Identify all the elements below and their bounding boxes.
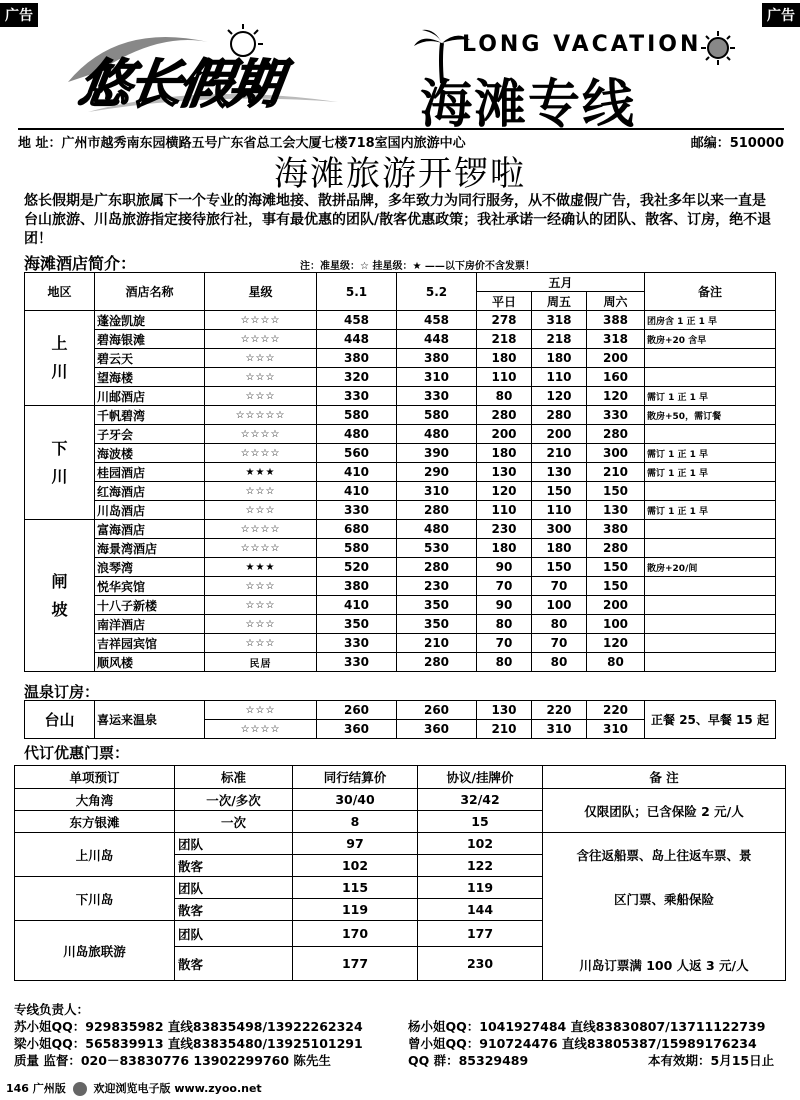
contact-line: 杨小姐QQ：1041927484 直线83830807/13711122739: [408, 1019, 766, 1034]
brand-logo-left: [58, 22, 348, 122]
hotel-name: 吉祥园宾馆: [95, 634, 205, 653]
price-may2: 330: [397, 387, 477, 406]
price-may2: 390: [397, 444, 477, 463]
hotel-row: [25, 634, 776, 653]
hotel-remark: [645, 634, 776, 653]
price-may1: 580: [317, 406, 397, 425]
hotel-remark: [645, 596, 776, 615]
price-friday: 280: [532, 406, 587, 425]
hotel-row: [25, 577, 776, 596]
ticket-peer-price: 102: [293, 855, 418, 877]
price-weekday: 80: [477, 653, 532, 672]
ticket-list-price: 32/42: [418, 789, 543, 811]
price-friday: 150: [532, 482, 587, 501]
col-weekday: 平日: [477, 292, 532, 311]
hotspring-star: ☆☆☆: [205, 701, 317, 720]
price-weekday: 70: [477, 634, 532, 653]
hotel-remark: [645, 425, 776, 444]
hotel-star: ☆☆☆: [205, 349, 317, 368]
ticket-standard: 一次/多次: [175, 789, 293, 811]
ticket-item: 上川岛: [15, 833, 175, 877]
price-saturday: 120: [587, 387, 645, 406]
hotspring-area: 台山: [25, 701, 95, 739]
hotel-star: ★★★: [205, 463, 317, 482]
hotel-star: ☆☆☆: [205, 387, 317, 406]
price-may1: 410: [317, 463, 397, 482]
site-badge-icon: [73, 1082, 87, 1096]
ticket-peer-price: 115: [293, 877, 418, 899]
headline: 海滩旅游开锣啦: [274, 154, 526, 194]
ticket-item: 东方银滩: [15, 811, 175, 833]
hotel-remark: [645, 539, 776, 558]
hotel-name: 南洋酒店: [95, 615, 205, 634]
hotel-name: 顺风楼: [95, 653, 205, 672]
hotels-note: 注：准星级：☆ 挂星级：★ ——以下房价不含发票！: [300, 261, 535, 272]
hotel-row: [25, 425, 776, 444]
price-weekday: 80: [477, 615, 532, 634]
hotel-row: [25, 463, 776, 482]
hotel-remark: [645, 577, 776, 596]
price-friday: 180: [532, 349, 587, 368]
col-may1: 5.1: [317, 273, 397, 311]
hotel-name: 海景湾酒店: [95, 539, 205, 558]
price-saturday: 150: [587, 558, 645, 577]
hotel-star: 民居: [205, 653, 317, 672]
price-weekday: 110: [477, 368, 532, 387]
price-friday: 318: [532, 311, 587, 330]
hotel-name: 红海酒店: [95, 482, 205, 501]
ticket-list-price: 15: [418, 811, 543, 833]
hotel-row: [25, 596, 776, 615]
price-friday: 100: [532, 596, 587, 615]
ticket-standard: 散客: [175, 899, 293, 921]
ad-label-left: 广告: [0, 3, 38, 27]
price-may2: 480: [397, 425, 477, 444]
hotel-name: 碧海银滩: [95, 330, 205, 349]
hotel-name: 海波楼: [95, 444, 205, 463]
col-area: 地区: [25, 273, 95, 311]
hotel-remark: 需订 1 正 1 早: [645, 463, 776, 482]
hotel-name: 川岛酒店: [95, 501, 205, 520]
price-may1: 560: [317, 444, 397, 463]
hotel-row: [25, 387, 776, 406]
ticket-col-remark: 备 注: [543, 766, 786, 789]
hotel-name: 千帆碧湾: [95, 406, 205, 425]
price-saturday: 380: [587, 520, 645, 539]
hotel-remark: [645, 349, 776, 368]
hotspring-may2: 360: [397, 720, 477, 739]
price-saturday: 318: [587, 330, 645, 349]
hotel-remark: [645, 368, 776, 387]
price-weekday: 280: [477, 406, 532, 425]
hotspring-weekday: 130: [477, 701, 532, 720]
ticket-standard: 团队: [175, 921, 293, 947]
price-weekday: 130: [477, 463, 532, 482]
price-friday: 210: [532, 444, 587, 463]
price-saturday: 210: [587, 463, 645, 482]
ticket-list-price: 119: [418, 877, 543, 899]
hotspring-may1: 260: [317, 701, 397, 720]
price-may2: 210: [397, 634, 477, 653]
hotspring-section-title: 温泉订房：: [24, 683, 100, 701]
sun-icon: [700, 30, 736, 66]
price-saturday: 80: [587, 653, 645, 672]
hotel-remark: 需订 1 正 1 早: [645, 501, 776, 520]
tickets-section-title: 代订优惠门票：: [24, 744, 130, 762]
hotel-star: ☆☆☆: [205, 577, 317, 596]
hotel-name: 桂园酒店: [95, 463, 205, 482]
price-weekday: 180: [477, 539, 532, 558]
price-weekday: 70: [477, 577, 532, 596]
hotel-remark: 散房+20 含早: [645, 330, 776, 349]
price-weekday: 278: [477, 311, 532, 330]
ticket-peer-price: 30/40: [293, 789, 418, 811]
price-may1: 580: [317, 539, 397, 558]
col-hotel-name: 酒店名称: [95, 273, 205, 311]
brand-en-name: LONG VACATION: [462, 32, 702, 57]
price-may1: 680: [317, 520, 397, 539]
hotel-row: [25, 558, 776, 577]
price-may2: 350: [397, 615, 477, 634]
price-may2: 380: [397, 349, 477, 368]
area-name: 闸 坡: [25, 520, 95, 672]
price-may2: 448: [397, 330, 477, 349]
price-may2: 458: [397, 311, 477, 330]
col-saturday: 周六: [587, 292, 645, 311]
ticket-peer-price: 119: [293, 899, 418, 921]
hotel-name: 蓬淦凯旋: [95, 311, 205, 330]
quality-supervision: 质量 监督：020－83830776 13902299760 陈先生: [14, 1053, 331, 1068]
hotel-row: [25, 330, 776, 349]
price-saturday: 160: [587, 368, 645, 387]
price-may2: 280: [397, 558, 477, 577]
price-friday: 70: [532, 577, 587, 596]
price-may2: 350: [397, 596, 477, 615]
hotel-row: [25, 653, 776, 672]
price-may1: 330: [317, 501, 397, 520]
col-friday: 周五: [532, 292, 587, 311]
ticket-item: 川岛旅联游: [15, 921, 175, 981]
price-may1: 320: [317, 368, 397, 387]
ticket-col-item: 单项预订: [15, 766, 175, 789]
hotel-star: ☆☆☆: [205, 501, 317, 520]
price-friday: 120: [532, 387, 587, 406]
price-may2: 290: [397, 463, 477, 482]
hotel-row: [25, 368, 776, 387]
hotel-remark: 需订 1 正 1 早: [645, 387, 776, 406]
hotel-name: 川邮酒店: [95, 387, 205, 406]
hotel-star: ☆☆☆: [205, 368, 317, 387]
price-weekday: 80: [477, 387, 532, 406]
brand-line-name: 海滩专线: [420, 74, 637, 135]
brand-cn-name: 悠长假期: [75, 54, 284, 115]
price-may2: 310: [397, 482, 477, 501]
hotel-star: ☆☆☆: [205, 615, 317, 634]
price-saturday: 150: [587, 577, 645, 596]
footer-title: 专线负责人：: [14, 1002, 90, 1017]
ticket-list-price: 230: [418, 947, 543, 981]
hotel-remark: [645, 520, 776, 539]
hotel-star: ☆☆☆☆: [205, 311, 317, 330]
price-saturday: 200: [587, 596, 645, 615]
price-friday: 110: [532, 368, 587, 387]
price-friday: 150: [532, 558, 587, 577]
ticket-remark: 区门票、乘船保险: [543, 877, 786, 921]
price-may1: 520: [317, 558, 397, 577]
ticket-remark: 川岛订票满 100 人返 3 元/人: [543, 921, 786, 981]
hotel-row: [25, 311, 776, 330]
price-may2: 230: [397, 577, 477, 596]
price-may2: 530: [397, 539, 477, 558]
ad-label-right: 广告: [762, 3, 800, 27]
hotspring-weekday: 210: [477, 720, 532, 739]
hotel-star: ☆☆☆☆: [205, 520, 317, 539]
price-friday: 80: [532, 653, 587, 672]
price-weekday: 180: [477, 349, 532, 368]
hotel-remark: 团房含 1 正 1 早: [645, 311, 776, 330]
contact-footer: [14, 1001, 790, 1069]
price-friday: 130: [532, 463, 587, 482]
hotel-star: ☆☆☆: [205, 634, 317, 653]
price-friday: 70: [532, 634, 587, 653]
hotel-name: 浪琴湾: [95, 558, 205, 577]
ticket-table: [14, 765, 786, 981]
price-friday: 180: [532, 539, 587, 558]
postcode: 邮编：510000: [690, 136, 784, 151]
contact-line: 梁小姐QQ：565839913 直线83835480/13925101291: [14, 1036, 363, 1051]
contact-line: 曾小姐QQ：910724476 直线83805387/15989176234: [408, 1036, 757, 1051]
hotspring-name: 喜运来温泉: [95, 701, 205, 739]
hotel-row: [25, 615, 776, 634]
price-may1: 480: [317, 425, 397, 444]
hotel-name: 子牙会: [95, 425, 205, 444]
area-name: 下 川: [25, 406, 95, 520]
ticket-list-price: 102: [418, 833, 543, 855]
hotel-remark: 需订 1 正 1 早: [645, 444, 776, 463]
hotspring-remark: 正餐 25、早餐 15 起: [645, 701, 776, 739]
hotspring-saturday: 310: [587, 720, 645, 739]
ticket-remark: 含往返船票、岛上往返车票、景: [543, 833, 786, 877]
hotel-price-table: [24, 272, 776, 672]
ticket-standard: 散客: [175, 855, 293, 877]
hotel-star: ☆☆☆☆☆: [205, 406, 317, 425]
price-may2: 480: [397, 520, 477, 539]
price-may2: 580: [397, 406, 477, 425]
ticket-peer-price: 97: [293, 833, 418, 855]
hotel-star: ★★★: [205, 558, 317, 577]
price-saturday: 120: [587, 634, 645, 653]
hotel-remark: [645, 653, 776, 672]
price-may1: 410: [317, 482, 397, 501]
site-url: 欢迎浏览电子版 www.zyoo.net: [93, 1082, 262, 1095]
price-saturday: 330: [587, 406, 645, 425]
ticket-col-list-price: 协议/挂牌价: [418, 766, 543, 789]
price-friday: 300: [532, 520, 587, 539]
price-may1: 380: [317, 577, 397, 596]
col-may2: 5.2: [397, 273, 477, 311]
price-may1: 410: [317, 596, 397, 615]
area-name: 上 川: [25, 311, 95, 406]
ticket-col-standard: 标准: [175, 766, 293, 789]
hotel-name: 富海酒店: [95, 520, 205, 539]
ticket-list-price: 177: [418, 921, 543, 947]
price-may1: 380: [317, 349, 397, 368]
price-may1: 350: [317, 615, 397, 634]
hotspring-saturday: 220: [587, 701, 645, 720]
price-may1: 458: [317, 311, 397, 330]
hotspring-may2: 260: [397, 701, 477, 720]
price-weekday: 90: [477, 596, 532, 615]
price-may2: 280: [397, 501, 477, 520]
ticket-list-price: 144: [418, 899, 543, 921]
price-saturday: 280: [587, 425, 645, 444]
price-weekday: 90: [477, 558, 532, 577]
price-friday: 218: [532, 330, 587, 349]
hotel-remark: [645, 482, 776, 501]
hotel-remark: 散房+20/间: [645, 558, 776, 577]
hotspring-table: [24, 700, 776, 739]
ticket-item: 下川岛: [15, 877, 175, 921]
price-saturday: 388: [587, 311, 645, 330]
price-may1: 330: [317, 634, 397, 653]
ticket-peer-price: 8: [293, 811, 418, 833]
ticket-standard: 团队: [175, 833, 293, 855]
ticket-list-price: 122: [418, 855, 543, 877]
ticket-col-peer-price: 同行结算价: [293, 766, 418, 789]
ticket-item: 大角湾: [15, 789, 175, 811]
validity: 本有效期：5月15日止: [648, 1053, 775, 1068]
price-saturday: 150: [587, 482, 645, 501]
hotel-row: [25, 482, 776, 501]
price-may1: 330: [317, 387, 397, 406]
ticket-standard: 一次: [175, 811, 293, 833]
hotel-star: ☆☆☆☆: [205, 425, 317, 444]
ticket-remark: 仅限团队；已含保险 2 元/人: [543, 789, 786, 833]
hotel-row: [25, 539, 776, 558]
hotels-section-title: 海滩酒店简介：: [24, 254, 137, 273]
ticket-peer-price: 177: [293, 947, 418, 981]
hotel-name: 碧云天: [95, 349, 205, 368]
price-weekday: 230: [477, 520, 532, 539]
price-saturday: 130: [587, 501, 645, 520]
price-weekday: 110: [477, 501, 532, 520]
price-weekday: 120: [477, 482, 532, 501]
hotel-star: ☆☆☆: [205, 482, 317, 501]
intro-paragraph: 悠长假期是广东职旅属下一个专业的海滩地接、散拼品牌，多年致力为同行服务，从不做虚假广告，我社多年以来一直是台山旅游、川岛旅游指定接待旅行社，事有最优惠的团队/散客优惠政策；我社承诺一经确认的团队、散客、订房，绝不退团！: [24, 193, 772, 247]
hotel-name: 十八子新楼: [95, 596, 205, 615]
ticket-standard: 散客: [175, 947, 293, 981]
hotel-row: [25, 406, 776, 425]
hotel-row: [25, 520, 776, 539]
page-number: 146 广州版: [6, 1082, 66, 1095]
hotel-row: [25, 349, 776, 368]
hotspring-friday: 310: [532, 720, 587, 739]
price-may1: 330: [317, 653, 397, 672]
price-weekday: 200: [477, 425, 532, 444]
page-info-bar: [6, 1080, 262, 1096]
hotel-star: ☆☆☆☆: [205, 539, 317, 558]
hotel-star: ☆☆☆: [205, 596, 317, 615]
hotel-name: 悦华宾馆: [95, 577, 205, 596]
hotspring-star: ☆☆☆☆: [205, 720, 317, 739]
col-remark: 备注: [645, 273, 776, 311]
hotel-remark: [645, 615, 776, 634]
hotel-row: [25, 444, 776, 463]
qq-group: QQ 群：85329489: [408, 1053, 529, 1068]
hotel-star: ☆☆☆☆: [205, 444, 317, 463]
price-saturday: 300: [587, 444, 645, 463]
hotel-row: [25, 501, 776, 520]
price-saturday: 280: [587, 539, 645, 558]
hotspring-friday: 220: [532, 701, 587, 720]
price-saturday: 200: [587, 349, 645, 368]
price-may2: 310: [397, 368, 477, 387]
col-star: 星级: [205, 273, 317, 311]
hotel-remark: 散房+50，需订餐: [645, 406, 776, 425]
hotel-name: 望海楼: [95, 368, 205, 387]
price-saturday: 100: [587, 615, 645, 634]
price-friday: 200: [532, 425, 587, 444]
price-friday: 110: [532, 501, 587, 520]
address-text: 地 址：广州市越秀南东园横路五号广东省总工会大厦七楼718室国内旅游中心: [18, 136, 466, 151]
hotspring-may1: 360: [317, 720, 397, 739]
ticket-standard: 团队: [175, 877, 293, 899]
ticket-peer-price: 170: [293, 921, 418, 947]
price-weekday: 180: [477, 444, 532, 463]
brand-logo-right: [412, 28, 742, 135]
price-may2: 280: [397, 653, 477, 672]
contact-line: 苏小姐QQ：929835982 直线83835498/13922262324: [14, 1019, 363, 1034]
price-weekday: 218: [477, 330, 532, 349]
price-may1: 448: [317, 330, 397, 349]
hotel-star: ☆☆☆☆: [205, 330, 317, 349]
price-friday: 80: [532, 615, 587, 634]
col-may: 五月: [477, 273, 645, 292]
